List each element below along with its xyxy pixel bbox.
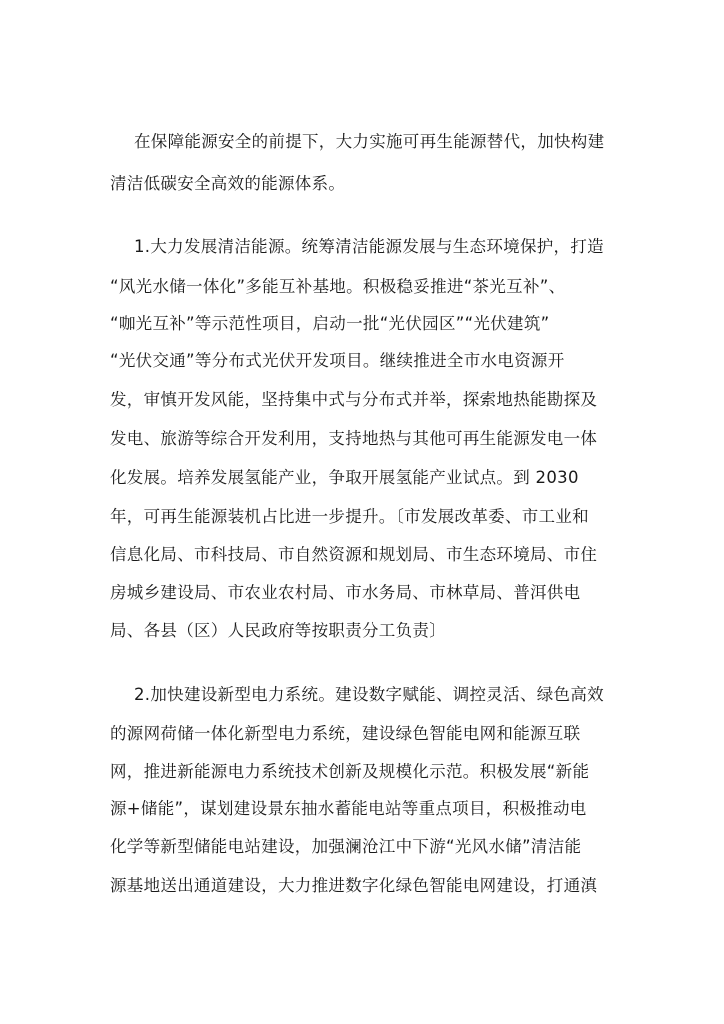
paragraph-2-line-2: “风光水储一体化”多能互补基地。积极稳妥推进“茶光互补”、 — [110, 277, 566, 296]
paragraph-2-line-8: 年，可再生能源装机占比进一步提升。〔市发展改革委、市工业和 — [110, 507, 589, 526]
paragraph-2-line-6: 发电、旅游等综合开发利用，支持地热与其他可再生能源发电一体 — [110, 429, 598, 448]
paragraph-3-line-6: 源基地送出通道建设，大力推进数字化绿色智能电网建设，打通滇 — [110, 876, 598, 895]
paragraph-3-line-2: 的源网荷储一体化新型电力系统，建设绿色智能电网和能源互联 — [110, 724, 581, 743]
paragraph-2-line-5: 发，审慎开发风能，坚持集中式与分布式并举，探索地热能勘探及 — [110, 390, 598, 409]
paragraph-2-line-11: 局、各县（区）人民政府等按职责分工负责〕 — [110, 621, 446, 640]
paragraph-2-line-3: “咖光互补”等示范性项目，启动一批“光伏园区”“光伏建筑” — [110, 314, 550, 333]
paragraph-3-line-4: 源+储能”，谋划建设景东抽水蓄能电站等重点项目，积极推动电 — [110, 799, 587, 818]
paragraph-2-line-4: “光伏交通”等分布式光伏开发项目。继续推进全市水电资源开 — [110, 351, 565, 370]
paragraph-3-line-3: 网，推进新能源电力系统技术创新及规模化示范。积极发展“新能 — [110, 762, 590, 781]
paragraph-2-line-7: 化发展。培养发展氢能产业，争取开展氢能产业试点。到 2030 — [110, 468, 579, 487]
paragraph-3-line-5: 化学等新型储能电站建设，加强澜沧江中下游“光风水储”清洁能 — [110, 837, 582, 856]
paragraph-2-line-1: 1.大力发展清洁能源。统筹清洁能源发展与生态环境保护，打造 — [134, 237, 604, 256]
paragraph-3-line-1: 2.加快建设新型电力系统。建设数字赋能、调控灵活、绿色高效 — [134, 685, 604, 704]
paragraph-1-line-2: 清洁低碳安全高效的能源体系。 — [110, 174, 346, 193]
paragraph-2-line-9: 信息化局、市科技局、市自然资源和规划局、市生态环境局、市住 — [110, 545, 598, 564]
paragraph-1-line-1: 在保障能源安全的前提下，大力实施可再生能源替代，加快构建 — [134, 132, 605, 151]
paragraph-2-line-10: 房城乡建设局、市农业农村局、市水务局、市林草局、普洱供电 — [110, 583, 581, 602]
